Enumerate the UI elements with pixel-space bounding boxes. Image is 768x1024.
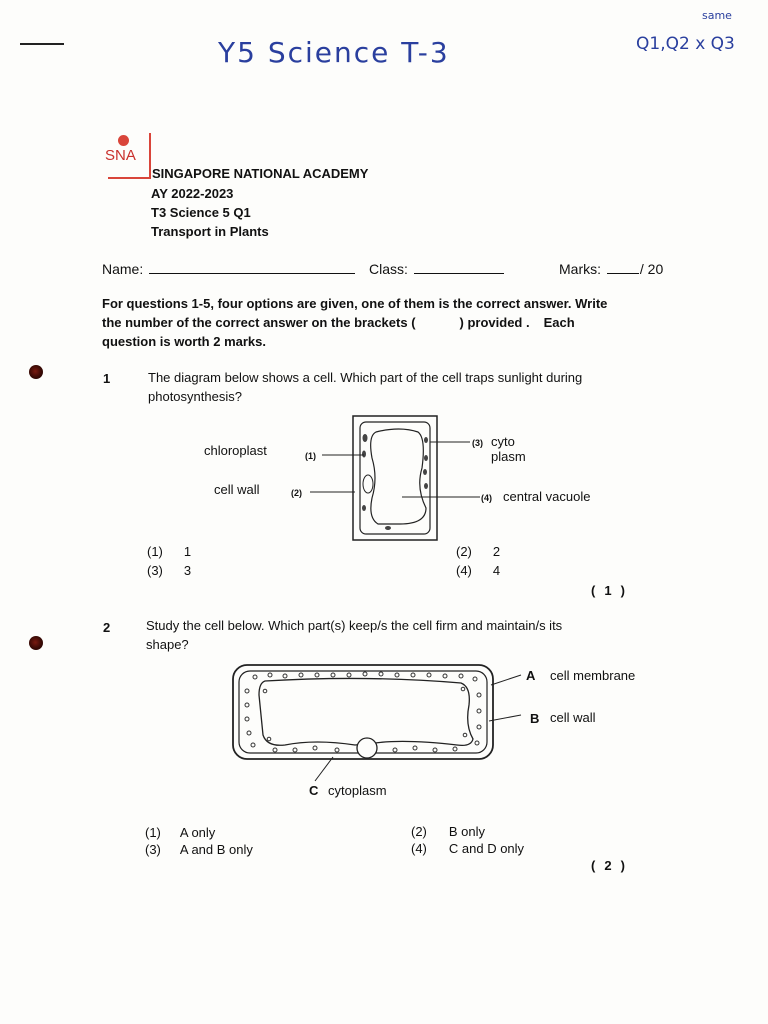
q1-option-1[interactable]: (1) 1 bbox=[147, 544, 192, 559]
q1-answer-bracket[interactable]: ( 1 ) bbox=[591, 583, 625, 598]
instructions-line-2a: the number of the correct answer on the brackets ( bbox=[102, 315, 416, 330]
class-blank[interactable] bbox=[414, 259, 504, 274]
pointer-a bbox=[491, 675, 521, 685]
instructions-line-1: For questions 1-5, four options are given, one of them is the correct answer. Write bbox=[102, 296, 608, 311]
instructions-line-3: question is worth 2 marks. bbox=[102, 334, 266, 349]
q1-option-2[interactable]: (2) 2 bbox=[456, 544, 501, 559]
logo-dot bbox=[118, 135, 129, 146]
punch-hole-top bbox=[29, 365, 43, 379]
chloroplast-4 bbox=[424, 455, 428, 461]
chloroplast-7 bbox=[362, 505, 366, 511]
handwritten-title: Y5 Science T-3 bbox=[218, 36, 450, 69]
label-c-letter: C bbox=[309, 783, 319, 798]
q1-option-4[interactable]: (4) 4 bbox=[456, 563, 501, 578]
q2-answer-bracket[interactable]: ( 2 ) bbox=[591, 858, 625, 873]
q2-answer: 2 bbox=[604, 858, 612, 873]
marks-blank[interactable] bbox=[607, 259, 639, 274]
handwritten-corner-note: Q1,Q2 x Q3 bbox=[636, 34, 735, 54]
chloroplast-2 bbox=[362, 451, 366, 458]
margin-dash bbox=[20, 43, 64, 45]
plant-cell-diagram bbox=[280, 408, 480, 548]
label-c-text: cytoplasm bbox=[328, 783, 387, 798]
chloroplast-5 bbox=[423, 469, 427, 475]
label-tag-1: (1) bbox=[305, 451, 316, 461]
label-cytoplasm-a: cyto bbox=[491, 434, 515, 449]
school-logo bbox=[104, 133, 154, 183]
name-label: Name: bbox=[102, 261, 144, 277]
instructions-line-2b: ) provided . bbox=[459, 315, 530, 330]
chloroplast-3 bbox=[424, 437, 428, 443]
label-a-letter: A bbox=[526, 668, 536, 683]
label-b-letter: B bbox=[530, 711, 540, 726]
q1-answer: 1 bbox=[604, 583, 612, 598]
punch-hole-bottom bbox=[29, 636, 43, 650]
label-tag-2: (2) bbox=[291, 488, 302, 498]
q2-text-line-1: Study the cell below. Which part(s) keep/s the cell firm and maintain/s its bbox=[146, 618, 563, 633]
academic-year: AY 2022-2023 bbox=[151, 186, 234, 201]
paper-code: T3 Science 5 Q1 bbox=[151, 205, 251, 220]
handwritten-corner-small: same bbox=[702, 9, 732, 22]
class-field[interactable] bbox=[369, 259, 504, 277]
school-name: SINGAPORE NATIONAL ACADEMY bbox=[152, 166, 369, 181]
q1-option-3[interactable]: (3) 3 bbox=[147, 563, 192, 578]
name-blank[interactable] bbox=[149, 259, 355, 274]
chloroplast-1 bbox=[363, 434, 368, 442]
pointer-c bbox=[315, 757, 333, 781]
label-b-text: cell wall bbox=[550, 710, 596, 725]
chloroplast-8 bbox=[385, 526, 391, 530]
label-chloroplast: chloroplast bbox=[204, 443, 267, 458]
vacuole-outline bbox=[371, 429, 426, 524]
label-central-vacuole: central vacuole bbox=[503, 489, 591, 504]
label-tag-3: (3) bbox=[472, 438, 483, 448]
logo-vertical-bar bbox=[149, 133, 151, 179]
label-a-text: cell membrane bbox=[550, 668, 636, 683]
label-cytoplasm-b: plasm bbox=[491, 449, 526, 464]
class-label: Class: bbox=[369, 261, 408, 277]
q1-text-line-1: The diagram below shows a cell. Which part of the cell traps sunlight during bbox=[148, 370, 583, 385]
nucleus-q2 bbox=[357, 738, 377, 758]
q2-option-3[interactable]: (3) A and B only bbox=[145, 842, 253, 857]
q2-option-2[interactable]: (2) B only bbox=[411, 824, 486, 839]
label-tag-4: (4) bbox=[481, 493, 492, 503]
q1-text-line-2: photosynthesis? bbox=[148, 389, 242, 404]
cell-membrane-outline bbox=[259, 678, 473, 745]
label-cell-wall: cell wall bbox=[214, 482, 260, 497]
q2-option-4[interactable]: (4) C and D only bbox=[411, 841, 525, 856]
instructions-line-2c: Each bbox=[543, 315, 575, 330]
q2-option-1[interactable]: (1) A only bbox=[145, 825, 216, 840]
marks-label: Marks: bbox=[559, 261, 601, 277]
marks-field[interactable] bbox=[559, 259, 663, 277]
nucleus bbox=[363, 475, 373, 493]
topic: Transport in Plants bbox=[151, 224, 269, 239]
q2-number: 2 bbox=[103, 620, 111, 635]
q1-number: 1 bbox=[103, 371, 111, 386]
q2-text-line-2: shape? bbox=[146, 637, 189, 652]
cell-diagram-q2 bbox=[225, 655, 525, 795]
chloroplast-6 bbox=[424, 483, 428, 489]
logo-text: SNA bbox=[105, 147, 136, 164]
instructions-line-2 bbox=[102, 315, 575, 330]
name-field[interactable] bbox=[102, 259, 355, 277]
marks-total: / 20 bbox=[639, 261, 664, 277]
logo-baseline bbox=[108, 177, 151, 179]
